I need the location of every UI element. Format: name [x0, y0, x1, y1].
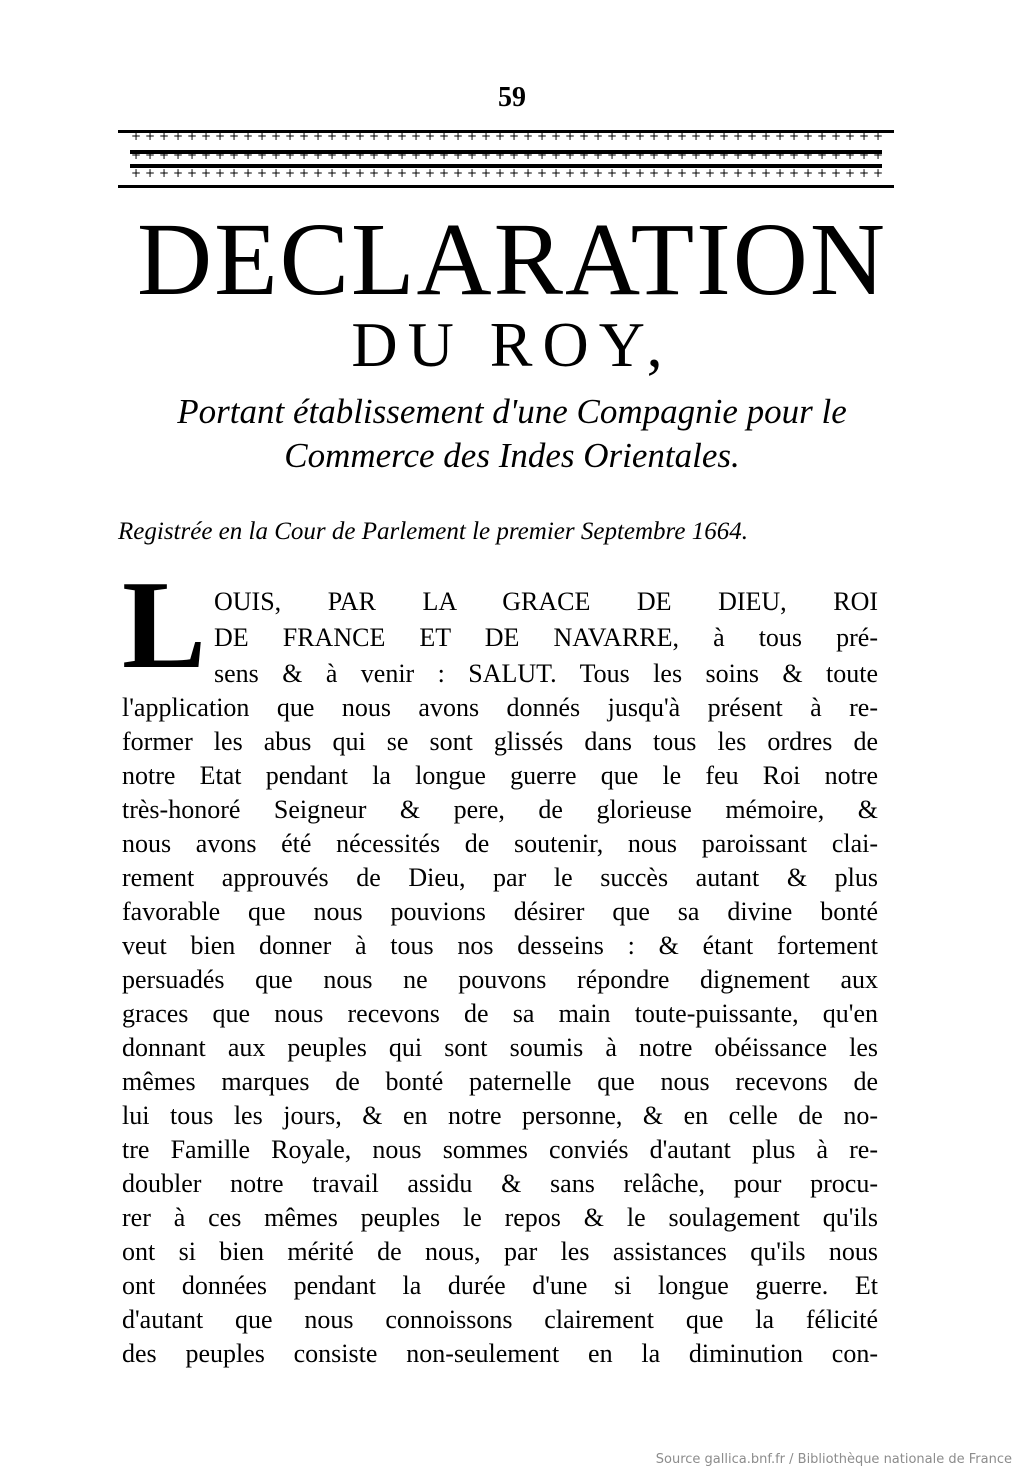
ornament-cross: + — [746, 129, 758, 143]
ornament-cross: + — [186, 129, 198, 143]
ornament-cross: + — [298, 148, 310, 162]
ornament-cross: + — [774, 129, 786, 143]
body-line: nous avons été nécessités de soutenir, nous paroissant clai- — [122, 829, 878, 858]
source-attribution: Source gallica.bnf.fr / Bibliothèque nationale de France — [655, 1452, 1012, 1467]
ornament-cross: + — [536, 166, 548, 180]
ornament-cross: + — [270, 148, 282, 162]
ornament-cross: + — [466, 166, 478, 180]
body-line: rer à ces mêmes peuples le repos & le soulagement qu'ils — [122, 1203, 878, 1232]
ornament-cross: + — [200, 148, 212, 162]
ornament-cross: + — [774, 166, 786, 180]
ornament-cross: + — [284, 129, 296, 143]
declaration-title: DECLARATION — [137, 202, 887, 317]
ornament-cross: + — [158, 129, 170, 143]
ornament-cross: + — [214, 129, 226, 143]
ornament-cross: + — [424, 129, 436, 143]
ornament-cross: + — [704, 148, 716, 162]
body-line: ont données pendant la durée d'une si longue guerre. Et — [122, 1271, 878, 1300]
ornament-cross: + — [774, 148, 786, 162]
ornament-cross: + — [242, 129, 254, 143]
ornament-cross: + — [858, 148, 870, 162]
ornament-cross: + — [648, 148, 660, 162]
ornament-cross: + — [130, 148, 142, 162]
ornament-cross: + — [312, 148, 324, 162]
ornament-cross: + — [382, 166, 394, 180]
ornament-cross: + — [578, 129, 590, 143]
ornament-cross: + — [256, 129, 268, 143]
ornament-cross: + — [396, 166, 408, 180]
ornament-cross: + — [690, 148, 702, 162]
ornament-cross: + — [438, 148, 450, 162]
body-line: l'application que nous avons donnés jusqu'à présent à re- — [122, 693, 878, 722]
ornament-cross: + — [620, 148, 632, 162]
ornament-cross: + — [326, 148, 338, 162]
ornament-cross: + — [872, 166, 884, 180]
ornament-cross: + — [550, 148, 562, 162]
ornament-cross: + — [732, 129, 744, 143]
ornament-cross: + — [410, 166, 422, 180]
ornament-cross: + — [158, 148, 170, 162]
ornament-cross: + — [578, 148, 590, 162]
ornament-cross: + — [354, 129, 366, 143]
ornament-cross: + — [480, 148, 492, 162]
ornament-cross: + — [592, 166, 604, 180]
ornament-cross: + — [662, 148, 674, 162]
ornament-cross: + — [438, 129, 450, 143]
body-line: lui tous les jours, & en notre personne, & en celle de no- — [122, 1101, 878, 1130]
ornament-cross: + — [858, 129, 870, 143]
body-line: doubler notre travail assidu & sans relâche, pour procu- — [122, 1169, 878, 1198]
ornament-cross: + — [410, 148, 422, 162]
ornament-cross: + — [592, 129, 604, 143]
ornament-cross: + — [452, 166, 464, 180]
ornament-cross: + — [340, 166, 352, 180]
page-number: 59 — [498, 82, 526, 113]
ornament-cross: + — [648, 129, 660, 143]
ornament-cross: + — [494, 148, 506, 162]
ornament-cross: + — [508, 148, 520, 162]
body-line: mêmes marques de bonté paternelle que nous recevons de — [122, 1067, 878, 1096]
ornament-cross: + — [200, 166, 212, 180]
ornament-cross: + — [130, 129, 142, 143]
ornament-cross: + — [634, 166, 646, 180]
ornament-cross: + — [718, 129, 730, 143]
ornament-cross: + — [242, 166, 254, 180]
ornament-cross: + — [466, 129, 478, 143]
ornament-cross: + — [816, 129, 828, 143]
ornament-cross: + — [830, 148, 842, 162]
ornament-cross: + — [760, 129, 772, 143]
ornament-cross: + — [144, 129, 156, 143]
ornament-cross: + — [494, 166, 506, 180]
ornament-cross: + — [662, 166, 674, 180]
ornament-cross: + — [592, 148, 604, 162]
ornament-cross: + — [186, 166, 198, 180]
ornament-cross: + — [802, 148, 814, 162]
ornament-cross: + — [410, 129, 422, 143]
ornament-cross: + — [830, 166, 842, 180]
subject-line-2: Commerce des Indes Orientales. — [284, 436, 740, 475]
ornament-cross: + — [298, 166, 310, 180]
ornament-cross: + — [858, 166, 870, 180]
body-line: former les abus qui se sont glissés dans tous les ordres de — [122, 727, 878, 756]
ornament-cross: + — [704, 129, 716, 143]
body-line: sens & à venir : SALUT. Tous les soins & toute — [214, 659, 878, 688]
ornament-cross: + — [172, 148, 184, 162]
ornament-cross: + — [508, 129, 520, 143]
ornament-cross: + — [648, 166, 660, 180]
body-line: persuadés que nous ne pouvons répondre dignement aux — [122, 965, 878, 994]
body-line: DE FRANCE ET DE NAVARRE, à tous pré- — [214, 623, 878, 652]
ornament-cross: + — [606, 148, 618, 162]
ornament-cross: + — [186, 148, 198, 162]
body-line: notre Etat pendant la longue guerre que le feu Roi notre — [122, 761, 878, 790]
ornament-cross: + — [620, 129, 632, 143]
ornament-cross: + — [508, 166, 520, 180]
ornament-cross: + — [354, 148, 366, 162]
ornament-cross: + — [130, 166, 142, 180]
body-line: graces que nous recevons de sa main toute-puissante, qu'en — [122, 999, 878, 1028]
drop-cap: L — [121, 556, 207, 695]
ornament-cross: + — [802, 129, 814, 143]
ornament-cross: + — [704, 166, 716, 180]
ornament-cross: + — [144, 148, 156, 162]
ornament-cross: + — [844, 148, 856, 162]
body-line: favorable que nous pouvions désirer que sa divine bonté — [122, 897, 878, 926]
ornament-cross: + — [158, 166, 170, 180]
ornament-cross: + — [368, 166, 380, 180]
ornament-cross: + — [606, 129, 618, 143]
ornament-cross: + — [298, 129, 310, 143]
ornament-cross: + — [326, 129, 338, 143]
ornament-cross: + — [830, 129, 842, 143]
ornament-cross: + — [620, 166, 632, 180]
ornament-cross: + — [340, 129, 352, 143]
ornament-cross: + — [676, 148, 688, 162]
ornament-cross: + — [746, 148, 758, 162]
ornament-cross: + — [788, 148, 800, 162]
body-line: des peuples consiste non-seulement en la diminution con- — [122, 1339, 878, 1368]
ornament-cross: + — [326, 166, 338, 180]
ornament-cross: + — [312, 166, 324, 180]
body-line: donnant aux peuples qui sont soumis à notre obéissance les — [122, 1033, 878, 1062]
ornament-cross: + — [732, 148, 744, 162]
ornament-cross: + — [228, 166, 240, 180]
ornament-cross: + — [522, 129, 534, 143]
ornament-cross: + — [844, 129, 856, 143]
ornament-cross: + — [340, 148, 352, 162]
body-line: ont si bien mérité de nous, par les assistances qu'ils nous — [122, 1237, 878, 1266]
ornament-cross: + — [564, 166, 576, 180]
ornament-cross: + — [214, 166, 226, 180]
ornament-cross: + — [718, 148, 730, 162]
ornament-cross: + — [214, 148, 226, 162]
ornament-cross: + — [452, 129, 464, 143]
ornament-crosses — [131, 129, 883, 180]
ornament-cross: + — [228, 129, 240, 143]
ornament-cross: + — [242, 148, 254, 162]
ornament-cross: + — [676, 166, 688, 180]
ornament-cross: + — [536, 148, 548, 162]
ornament-cross: + — [354, 166, 366, 180]
ornament-cross: + — [452, 148, 464, 162]
ornament-cross: + — [760, 148, 772, 162]
ornament-cross: + — [788, 166, 800, 180]
declaration-subtitle: DU ROY, — [351, 309, 673, 380]
printer-ornament-band — [118, 126, 894, 192]
ornament-cross: + — [872, 148, 884, 162]
ornament-cross: + — [396, 148, 408, 162]
ornament-cross: + — [844, 166, 856, 180]
ornament-cross: + — [424, 148, 436, 162]
ornament-cross: + — [690, 129, 702, 143]
ornament-cross: + — [256, 166, 268, 180]
subject-heading — [100, 390, 924, 478]
ornament-cross: + — [200, 129, 212, 143]
ornament-cross: + — [802, 166, 814, 180]
body-line: d'autant que nous connoissons clairement que la félicité — [122, 1305, 878, 1334]
ornament-cross: + — [270, 166, 282, 180]
ornament-cross: + — [788, 129, 800, 143]
ornament-cross: + — [816, 166, 828, 180]
body-line: rement approuvés de Dieu, par le succès autant & plus — [122, 863, 878, 892]
ornament-cross: + — [732, 166, 744, 180]
ornament-cross: + — [522, 166, 534, 180]
ornament-cross: + — [382, 129, 394, 143]
ornament-cross: + — [312, 129, 324, 143]
body-line: OUIS, PAR LA GRACE DE DIEU, ROI — [214, 587, 878, 616]
ornament-cross: + — [480, 129, 492, 143]
ornament-cross: + — [550, 129, 562, 143]
body-line: veut bien donner à tous nos desseins : & étant fortement — [122, 931, 878, 960]
ornament-cross: + — [872, 129, 884, 143]
ornament-cross: + — [368, 148, 380, 162]
ornament-cross: + — [270, 129, 282, 143]
ornament-cross: + — [438, 166, 450, 180]
ornament-cross: + — [382, 148, 394, 162]
ornament-cross: + — [746, 166, 758, 180]
ornament-cross: + — [424, 166, 436, 180]
body-line: tre Famille Royale, nous sommes conviés d'autant plus à re- — [122, 1135, 878, 1164]
ornament-cross: + — [634, 129, 646, 143]
ornament-cross: + — [284, 166, 296, 180]
ornament-cross: + — [564, 129, 576, 143]
ornament-cross: + — [172, 129, 184, 143]
subject-line-1: Portant établissement d'une Compagnie pour le — [177, 392, 847, 431]
ornament-cross: + — [606, 166, 618, 180]
body-line: très-honoré Seigneur & pere, de glorieuse mémoire, & — [122, 795, 878, 824]
ornament-cross: + — [480, 166, 492, 180]
ornament-cross: + — [564, 148, 576, 162]
ornament-cross: + — [396, 129, 408, 143]
ornament-cross: + — [578, 166, 590, 180]
ornament-cross: + — [172, 166, 184, 180]
ornament-cross: + — [634, 148, 646, 162]
ornament-cross: + — [662, 129, 674, 143]
ornament-cross: + — [676, 129, 688, 143]
ornament-cross: + — [690, 166, 702, 180]
ornament-cross: + — [522, 148, 534, 162]
ornament-cross: + — [718, 166, 730, 180]
ornament-cross: + — [368, 129, 380, 143]
ornament-cross: + — [536, 129, 548, 143]
ornament-cross: + — [144, 166, 156, 180]
ornament-cross: + — [816, 148, 828, 162]
registry-note: Registrée en la Cour de Parlement le premier Septembre 1664. — [118, 518, 748, 545]
ornament-cross: + — [284, 148, 296, 162]
ornament-cross: + — [466, 148, 478, 162]
ornament-cross: + — [760, 166, 772, 180]
ornament-cross: + — [550, 166, 562, 180]
ornament-cross: + — [494, 129, 506, 143]
ornament-cross: + — [256, 148, 268, 162]
ornament-cross: + — [228, 148, 240, 162]
